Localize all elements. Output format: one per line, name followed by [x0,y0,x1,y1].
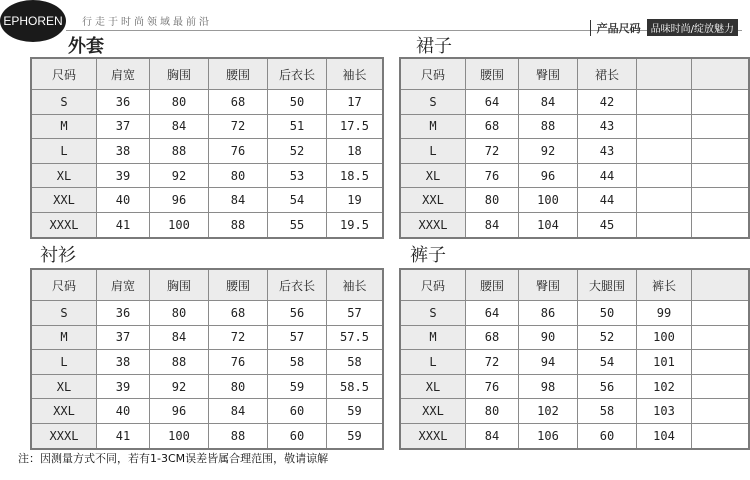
skirt-size-cell: XXXL [400,212,466,237]
pants-value-cell: 68 [466,325,519,350]
pants-table-row [400,350,749,375]
shirt-header-cell: 尺码 [31,269,97,301]
skirt-header-row [400,58,749,90]
pants-table-row [400,301,749,326]
coat-value-cell: 39 [97,163,150,188]
skirt-size-table [399,57,750,239]
skirt-size-cell: M [400,114,466,139]
coat-header-cell: 袖长 [327,58,384,90]
coat-value-cell: 72 [209,114,268,139]
brand-slogan: 行走于时尚领域最前沿 [82,17,212,28]
coat-size-cell: XL [31,163,97,188]
coat-value-cell: 36 [97,90,150,115]
coat-value-cell: 40 [97,188,150,213]
pants-value-cell: 94 [519,350,578,375]
coat-header-row [31,58,383,90]
pants-size-cell: M [400,325,466,350]
shirt-value-cell: 36 [97,301,150,326]
skirt-value-cell: 68 [466,114,519,139]
coat-value-cell: 55 [268,212,327,237]
coat-value-cell: 68 [209,90,268,115]
pants-value-cell: 52 [578,325,637,350]
pants-value-cell [692,374,750,399]
shirt-header-cell: 后衣长 [268,269,327,301]
coat-size-cell: M [31,114,97,139]
coat-size-cell: S [31,90,97,115]
pants-value-cell [692,399,750,424]
shirt-size-cell: XXL [31,399,97,424]
skirt-value-cell: 64 [466,90,519,115]
shirt-table-row [31,374,383,399]
skirt-size-cell: L [400,139,466,164]
coat-value-cell: 80 [150,90,209,115]
skirt-value-cell [692,212,750,237]
pants-value-cell: 50 [578,301,637,326]
pants-size-cell: XL [400,374,466,399]
skirt-value-cell: 100 [519,188,578,213]
coat-value-cell: 84 [150,114,209,139]
shirt-size-cell: S [31,301,97,326]
coat-value-cell: 17 [327,90,384,115]
pants-value-cell: 76 [466,374,519,399]
pants-value-cell: 90 [519,325,578,350]
shirt-value-cell: 88 [150,350,209,375]
skirt-table-row [400,90,749,115]
shirt-header-cell: 腰围 [209,269,268,301]
pants-value-cell [692,301,750,326]
shirt-value-cell: 58.5 [327,374,384,399]
pants-header-cell: 腰围 [466,269,519,301]
skirt-value-cell [637,90,692,115]
pants-value-cell [692,350,750,375]
skirt-value-cell: 45 [578,212,637,237]
skirt-value-cell [637,212,692,237]
skirt-value-cell [692,163,750,188]
shirt-value-cell: 59 [327,399,384,424]
pants-value-cell: 106 [519,423,578,448]
shirt-value-cell: 60 [268,423,327,448]
pants-table-row [400,399,749,424]
shirt-value-cell: 56 [268,301,327,326]
coat-header-cell: 腰围 [209,58,268,90]
shirt-size-table [30,268,384,450]
header-right [590,19,738,36]
coat-table-row [31,212,383,237]
coat-size-cell: L [31,139,97,164]
shirt-table-row [31,423,383,448]
skirt-value-cell: 96 [519,163,578,188]
pants-value-cell: 84 [466,423,519,448]
shirt-value-cell: 58 [268,350,327,375]
coat-size-cell: XXL [31,188,97,213]
skirt-value-cell: 88 [519,114,578,139]
coat-value-cell: 88 [150,139,209,164]
skirt-value-cell [637,114,692,139]
shirt-value-cell: 57.5 [327,325,384,350]
shirt-size-cell: L [31,350,97,375]
pants-value-cell: 54 [578,350,637,375]
shirt-value-cell: 84 [150,325,209,350]
pants-value-cell: 98 [519,374,578,399]
shirt-value-cell: 38 [97,350,150,375]
skirt-size-cell: XXL [400,188,466,213]
skirt-header-cell: 臀围 [519,58,578,90]
coat-value-cell: 41 [97,212,150,237]
skirt-value-cell [637,188,692,213]
pants-size-cell: L [400,350,466,375]
skirt-value-cell: 84 [466,212,519,237]
coat-value-cell: 54 [268,188,327,213]
skirt-header-cell: 裙长 [578,58,637,90]
shirt-value-cell: 88 [209,423,268,448]
coat-value-cell: 18.5 [327,163,384,188]
pants-value-cell: 104 [637,423,692,448]
shirt-value-cell: 57 [327,301,384,326]
shirt-value-cell: 41 [97,423,150,448]
shirt-table-row [31,301,383,326]
coat-value-cell: 18 [327,139,384,164]
shirt-value-cell: 39 [97,374,150,399]
pants-header-cell: 尺码 [400,269,466,301]
coat-value-cell: 19 [327,188,384,213]
shirt-header-cell: 肩宽 [97,269,150,301]
coat-value-cell: 51 [268,114,327,139]
skirt-value-cell [692,139,750,164]
coat-table-row [31,114,383,139]
skirt-value-cell: 44 [578,188,637,213]
skirt-title: 裙子 [416,36,452,57]
skirt-value-cell: 72 [466,139,519,164]
pants-table-row [400,325,749,350]
shirt-value-cell: 57 [268,325,327,350]
pants-title: 裤子 [410,245,446,266]
coat-value-cell: 37 [97,114,150,139]
coat-value-cell: 50 [268,90,327,115]
coat-size-cell: XXXL [31,212,97,237]
shirt-table-row [31,350,383,375]
shirt-header-cell: 袖长 [327,269,384,301]
pants-value-cell: 103 [637,399,692,424]
skirt-value-cell: 84 [519,90,578,115]
shirt-table-row [31,325,383,350]
skirt-table-row [400,114,749,139]
coat-value-cell: 52 [268,139,327,164]
shirt-value-cell: 68 [209,301,268,326]
skirt-value-cell [692,114,750,139]
skirt-value-cell: 92 [519,139,578,164]
skirt-header-cell: 腰围 [466,58,519,90]
pants-value-cell: 60 [578,423,637,448]
skirt-table-row [400,139,749,164]
skirt-value-cell [692,188,750,213]
coat-value-cell: 17.5 [327,114,384,139]
skirt-value-cell: 104 [519,212,578,237]
pants-value-cell: 72 [466,350,519,375]
coat-value-cell: 80 [209,163,268,188]
skirt-value-cell [637,139,692,164]
shirt-value-cell: 72 [209,325,268,350]
shirt-value-cell: 59 [327,423,384,448]
skirt-size-cell: S [400,90,466,115]
coat-value-cell: 88 [209,212,268,237]
shirt-value-cell: 80 [150,301,209,326]
pants-value-cell [692,325,750,350]
coat-header-cell: 后衣长 [268,58,327,90]
coat-value-cell: 92 [150,163,209,188]
pants-header-cell: 裤长 [637,269,692,301]
coat-header-cell: 胸围 [150,58,209,90]
pants-header-cell [692,269,750,301]
coat-header-cell: 肩宽 [97,58,150,90]
skirt-value-cell: 42 [578,90,637,115]
header-tick-divider [590,20,591,36]
coat-value-cell: 19.5 [327,212,384,237]
pants-size-cell: S [400,301,466,326]
shirt-value-cell: 92 [150,374,209,399]
skirt-header-cell [637,58,692,90]
pants-size-cell: XXL [400,399,466,424]
coat-table-row [31,163,383,188]
pants-table-row [400,423,749,448]
pants-value-cell: 100 [637,325,692,350]
skirt-value-cell: 80 [466,188,519,213]
skirt-header-cell: 尺码 [400,58,466,90]
shirt-value-cell: 37 [97,325,150,350]
coat-table-row [31,90,383,115]
coat-value-cell: 38 [97,139,150,164]
skirt-value-cell: 76 [466,163,519,188]
coat-title: 外套 [68,36,104,57]
skirt-size-cell: XL [400,163,466,188]
pants-value-cell: 101 [637,350,692,375]
shirt-value-cell: 80 [209,374,268,399]
pants-value-cell: 56 [578,374,637,399]
brand-logo-text: EPHOREN [3,14,63,28]
coat-value-cell: 76 [209,139,268,164]
pants-header-row [400,269,749,301]
coat-value-cell: 100 [150,212,209,237]
pants-value-cell: 58 [578,399,637,424]
coat-value-cell: 53 [268,163,327,188]
shirt-value-cell: 58 [327,350,384,375]
pants-value-cell: 86 [519,301,578,326]
shirt-value-cell: 76 [209,350,268,375]
shirt-value-cell: 40 [97,399,150,424]
skirt-header-cell [692,58,750,90]
shirt-size-cell: M [31,325,97,350]
skirt-value-cell: 43 [578,139,637,164]
pants-size-cell: XXXL [400,423,466,448]
pants-table-row [400,374,749,399]
pants-value-cell: 64 [466,301,519,326]
pants-header-cell: 大腿围 [578,269,637,301]
coat-header-cell: 尺码 [31,58,97,90]
skirt-value-cell [692,90,750,115]
shirt-size-cell: XL [31,374,97,399]
coat-size-table [30,57,384,239]
shirt-title: 衬衫 [40,245,76,266]
shirt-value-cell: 84 [209,399,268,424]
shirt-value-cell: 96 [150,399,209,424]
header-label: 产品尺码 [596,21,641,35]
pants-size-table [399,268,750,450]
pants-header-cell: 臀围 [519,269,578,301]
header-badge: 品味时尚/绽放魅力 [647,19,738,36]
skirt-value-cell: 44 [578,163,637,188]
skirt-table-row [400,163,749,188]
skirt-table-row [400,212,749,237]
shirt-size-cell: XXXL [31,423,97,448]
pants-value-cell [692,423,750,448]
shirt-value-cell: 100 [150,423,209,448]
footnote: 注：因测量方式不同，若有1-3CM误差皆属合理范围，敬请谅解 [18,452,329,465]
skirt-value-cell: 43 [578,114,637,139]
pants-value-cell: 102 [519,399,578,424]
shirt-value-cell: 59 [268,374,327,399]
shirt-header-cell: 胸围 [150,269,209,301]
brand-logo [0,0,66,42]
shirt-header-row [31,269,383,301]
pants-value-cell: 80 [466,399,519,424]
shirt-table-row [31,399,383,424]
coat-value-cell: 84 [209,188,268,213]
pants-value-cell: 102 [637,374,692,399]
pants-value-cell: 99 [637,301,692,326]
skirt-table-row [400,188,749,213]
shirt-value-cell: 60 [268,399,327,424]
coat-table-row [31,139,383,164]
coat-value-cell: 96 [150,188,209,213]
skirt-value-cell [637,163,692,188]
coat-table-row [31,188,383,213]
